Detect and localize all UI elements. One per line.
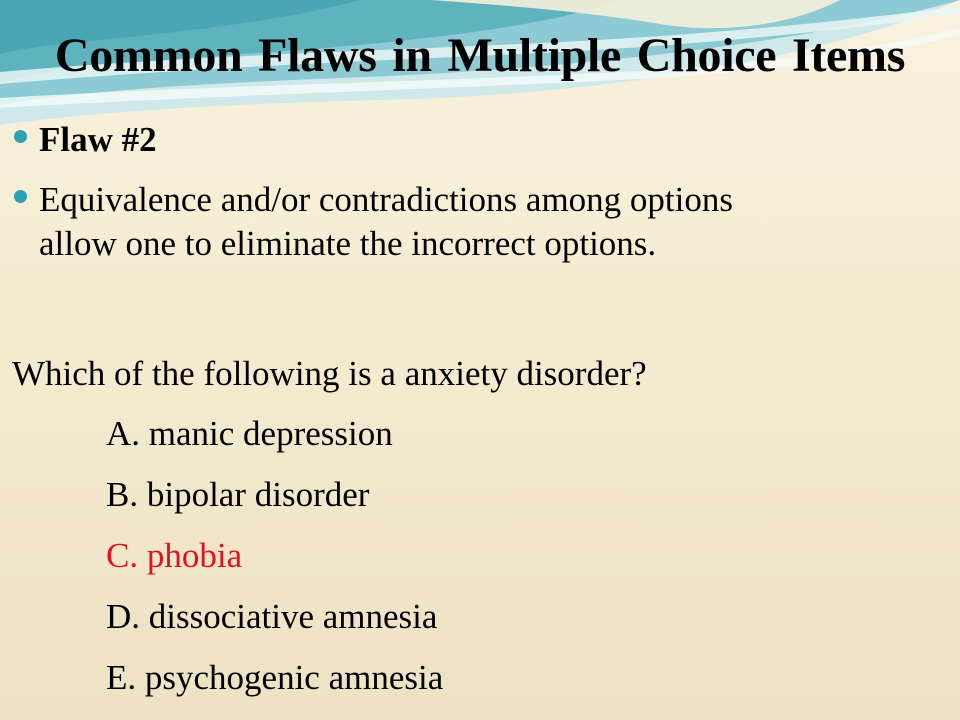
bullet-flaw-label: [14, 118, 157, 162]
option-a: A. manic depression: [106, 414, 393, 453]
option-d: D. dissociative amnesia: [106, 597, 438, 636]
question-text: Which of the following is a anxiety disorder?: [12, 354, 647, 393]
bullet-text: Flaw #2: [39, 120, 157, 159]
bullet-text: [39, 178, 733, 266]
bullet-text-line-1: Equivalence and/or contradictions among options: [39, 180, 733, 219]
slide-title: Common Flaws in Multiple Choice Items: [54, 29, 906, 82]
bullet-dot-icon: [14, 190, 27, 203]
bullet-dot-icon: [14, 130, 27, 143]
bullet-flaw-description: [14, 178, 733, 266]
option-b: B. bipolar disorder: [106, 475, 370, 514]
bullet-text-line-2: allow one to eliminate the incorrect options.: [39, 224, 657, 263]
option-c-correct: C. phobia: [106, 536, 243, 575]
option-e: E. psychogenic amnesia: [106, 658, 444, 697]
